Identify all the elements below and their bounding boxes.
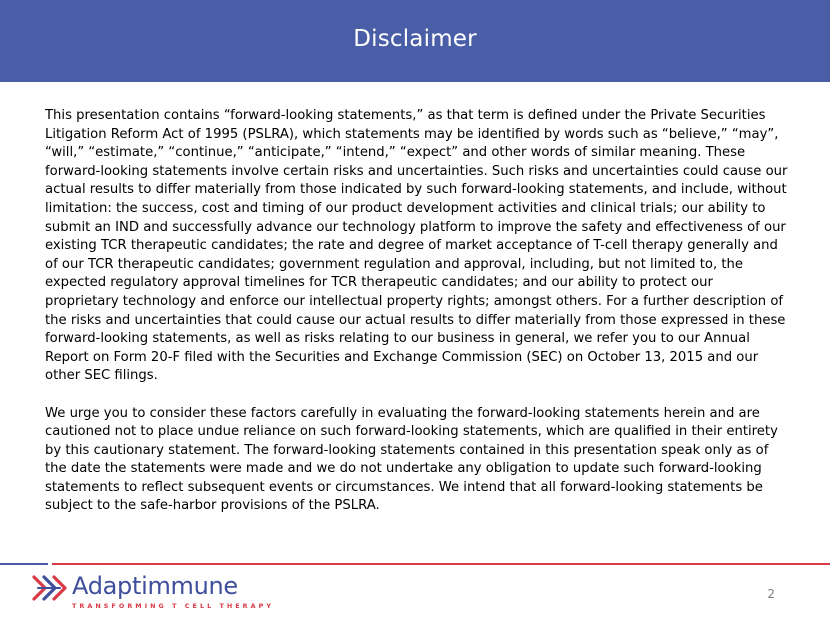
title-banner [0, 0, 830, 82]
logo-tagline: TRANSFORMING T CELL THERAPY [72, 602, 275, 610]
company-logo [30, 571, 275, 615]
page-number: 2 [767, 587, 775, 601]
logo-wordmark: Adaptimmune [72, 572, 238, 600]
disclaimer-paragraph-1: This presentation contains “forward-looking statements,” as that term is defined under the Private Securities Litigation Reform Act of 1995 (PSLRA), which statements may be identified by words such as “believe,” “may”, “will,” “estimate,” “continue,” “anticipate,” “intend,” “expect” and other words of similar meaning. These forward-looking statements involve certain risks and uncertainties. Such risks and uncertainties could cause our actual results to differ materially from those indicated by such forward-looking statements, and include, without limitation: the success, cost and timing of our product development activities and clinical trials; our ability to submit an IND and successfully advance our technology platform to improve the safety and effectiveness of our existing TCR therapeutic candidates; the rate and degree of market acceptance of T-cell therapy generally and of our TCR therapeutic candidates; government regulation and approval, including, but not limited to, the expected regulatory approval timelines for TCR therapeutic candidates; and our ability to protect our proprietary technology and enforce our intellectual property rights; amongst others. For a further description of the risks and uncertainties that could cause our actual results to differ materially from those expressed in these forward-looking statements, as well as risks relating to our business in general, we refer you to our Annual Report on Form 20-F filed with the Securities and Exchange Commission (SEC) on October 13, 2015 and our other SEC filings. [45, 108, 788, 384]
footer-rule-red [52, 563, 830, 565]
slide-title: Disclaimer [353, 26, 477, 52]
footer-rule-blue [0, 563, 48, 565]
disclaimer-paragraph-2: We urge you to consider these factors carefully in evaluating the forward-looking statements herein and are cautioned not to place undue reliance on such forward-looking statements, which are qualified in their entirety by this cautionary statement. The forward-looking statements contained in this presentation speak only as of the date the statements were made and we do not undertake any obligation to update such forward-looking statements to reflect subsequent events or circumstances. We intend that all forward-looking statements be subject to the safe-harbor provisions of the PSLRA. [45, 405, 778, 514]
disclaimer-body [45, 107, 790, 516]
adaptimmune-logo-icon [30, 571, 70, 605]
